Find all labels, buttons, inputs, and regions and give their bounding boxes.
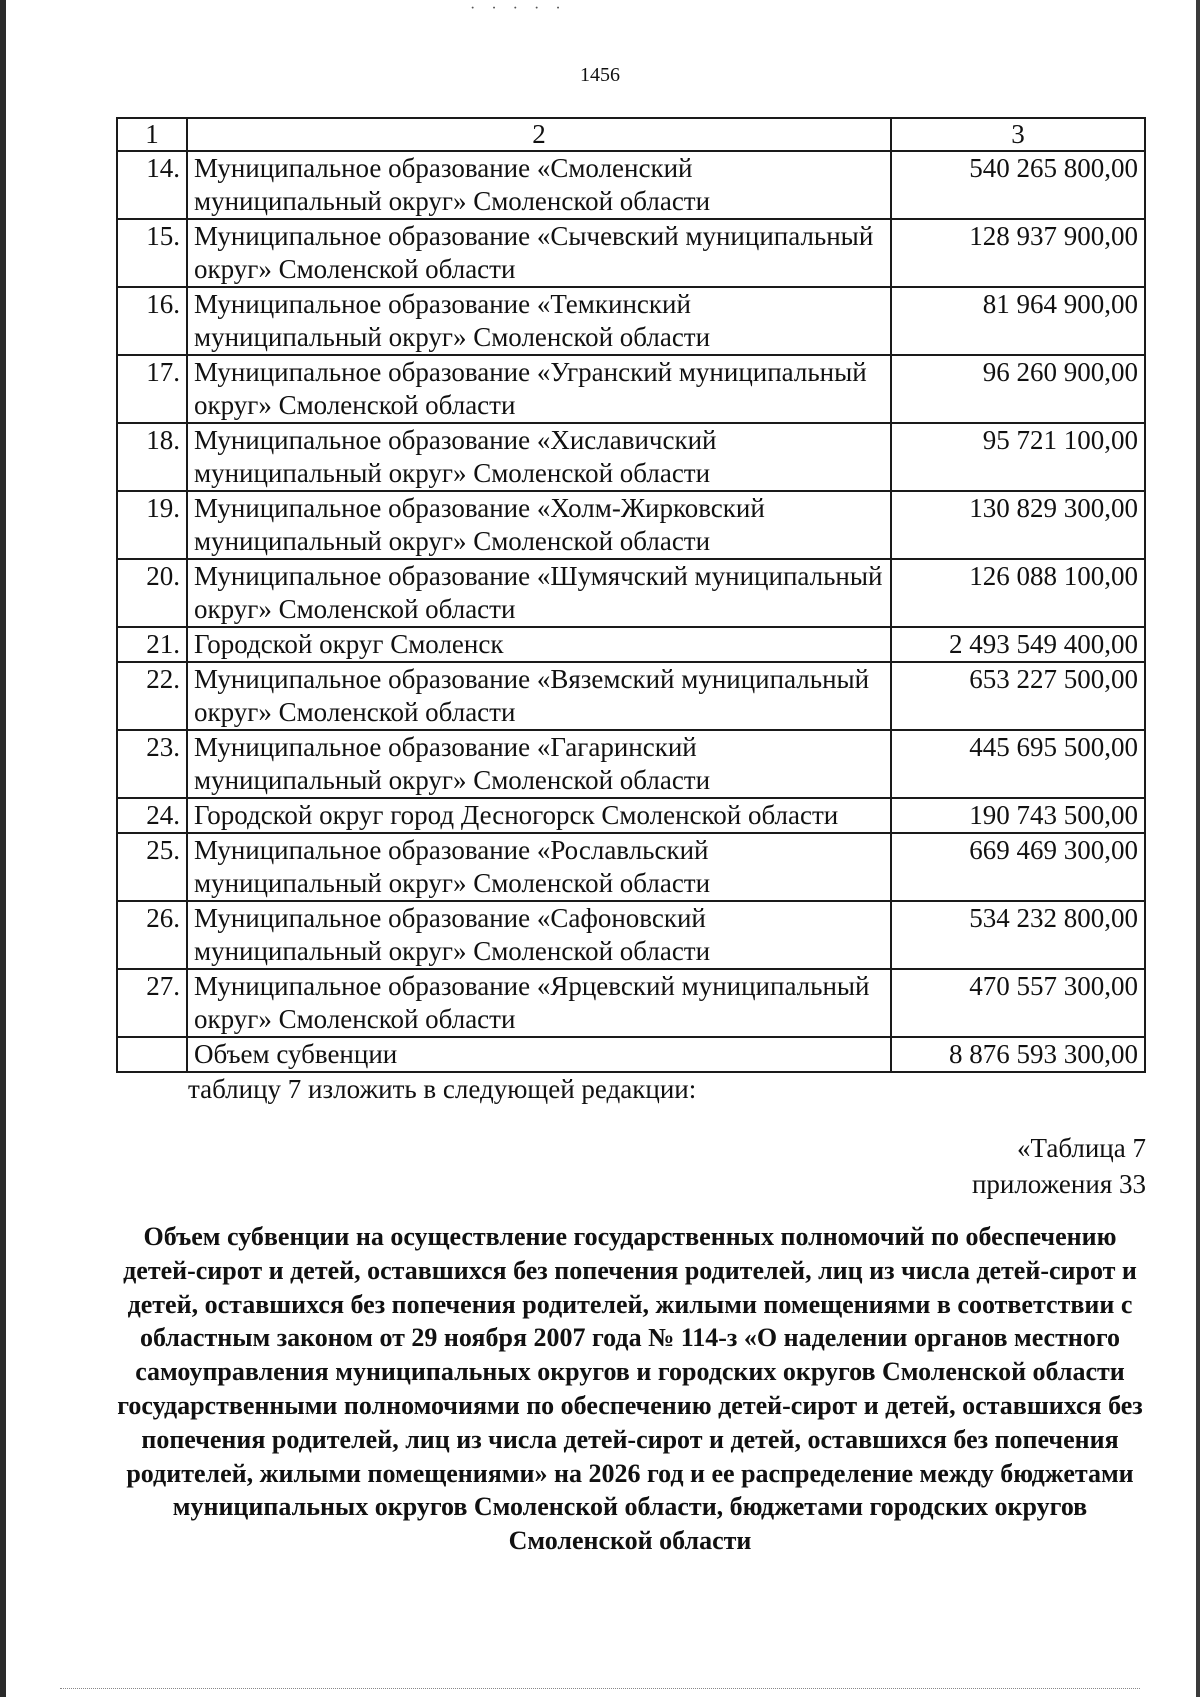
table-row [117, 833, 1145, 901]
row-amount: 669 469 300,00 [891, 833, 1145, 901]
row-number: 14. [117, 151, 187, 219]
table-reference [972, 1130, 1146, 1202]
row-number: 25. [117, 833, 187, 901]
table-row [117, 423, 1145, 491]
row-name: Муниципальное образование «Смоленский муниципальный округ» Смоленской области [187, 151, 891, 219]
table-row [117, 969, 1145, 1037]
scan-artifact-bottom [60, 1688, 1140, 1691]
row-name: Муниципальное образование «Гагаринский муниципальный округ» Смоленской области [187, 730, 891, 798]
row-number: 27. [117, 969, 187, 1037]
page-number: 1456 [580, 64, 620, 86]
row-amount: 190 743 500,00 [891, 798, 1145, 833]
scan-artifact: · · · · · [470, 0, 567, 17]
row-name: Муниципальное образование «Хиславичский муниципальный округ» Смоленской области [187, 423, 891, 491]
row-number: 17. [117, 355, 187, 423]
row-amount: 653 227 500,00 [891, 662, 1145, 730]
scan-edge-left [0, 0, 6, 1697]
table-row [117, 901, 1145, 969]
section-heading: Объем субвенции на осуществление государственных полномочий по обеспечению детей-сирот и детей, оставшихся без попечения родителей, лиц из числа детей-сирот и детей, оставшихся без попечения родителей, жилыми помещениями в соответствии с областным законом от 29 ноября 2007 года № 114-з «О наделении органов местного самоуправления муниципальных округов и городских округов Смоленской области государственными полномочиями по обеспечению детей-сирот и детей, оставшихся без попечения родителей, лиц из числа детей-сирот и детей, оставшихся без попечения родителей, жилыми помещениями» на 2026 год и ее распределение между бюджетами муниципальных округов Смоленской области, бюджетами городских округов Смоленской области [117, 1222, 1143, 1556]
row-amount: 96 260 900,00 [891, 355, 1145, 423]
row-amount: 2 493 549 400,00 [891, 627, 1145, 662]
row-name: Муниципальное образование «Холм-Жирковский муниципальный округ» Смоленской области [187, 491, 891, 559]
table-row [117, 219, 1145, 287]
row-name: Муниципальное образование «Темкинский муниципальный округ» Смоленской области [187, 287, 891, 355]
row-amount: 540 265 800,00 [891, 151, 1145, 219]
row-number [117, 1037, 187, 1072]
table-row [117, 798, 1145, 833]
row-amount: 81 964 900,00 [891, 287, 1145, 355]
table-row [117, 559, 1145, 627]
header-col-1: 1 [117, 118, 187, 151]
row-amount: 128 937 900,00 [891, 219, 1145, 287]
row-name: Муниципальное образование «Угранский муниципальный округ» Смоленской области [187, 355, 891, 423]
table-reference-line1: «Таблица 7 [1017, 1133, 1146, 1163]
header-col-2: 2 [187, 118, 891, 151]
row-name: Муниципальное образование «Сафоновский муниципальный округ» Смоленской области [187, 901, 891, 969]
table-row [117, 287, 1145, 355]
intro-text: таблицу 7 изложить в следующей редакции: [188, 1074, 697, 1104]
row-name: Муниципальное образование «Сычевский муниципальный округ» Смоленской области [187, 219, 891, 287]
subvention-table [116, 117, 1146, 1073]
table-row [117, 730, 1145, 798]
row-amount: 8 876 593 300,00 [891, 1037, 1145, 1072]
row-name: Муниципальное образование «Ярцевский муниципальный округ» Смоленской области [187, 969, 891, 1037]
row-number: 16. [117, 287, 187, 355]
row-amount: 470 557 300,00 [891, 969, 1145, 1037]
header-col-3: 3 [891, 118, 1145, 151]
row-number: 21. [117, 627, 187, 662]
table-reference-line2: приложения 33 [971, 1169, 1146, 1199]
row-name: Муниципальное образование «Шумячский муниципальный округ» Смоленской области [187, 559, 891, 627]
row-name: Объем субвенции [187, 1037, 891, 1072]
row-number: 15. [117, 219, 187, 287]
row-name: Городской округ Смоленск [187, 627, 891, 662]
table-header-row [117, 118, 1145, 151]
table-total-row [117, 1037, 1145, 1072]
scan-edge-right [1196, 0, 1200, 1697]
row-amount: 130 829 300,00 [891, 491, 1145, 559]
row-amount: 445 695 500,00 [891, 730, 1145, 798]
row-number: 26. [117, 901, 187, 969]
row-amount: 126 088 100,00 [891, 559, 1145, 627]
row-name: Муниципальное образование «Вяземский муниципальный округ» Смоленской области [187, 662, 891, 730]
row-number: 18. [117, 423, 187, 491]
table-row [117, 662, 1145, 730]
row-amount: 534 232 800,00 [891, 901, 1145, 969]
row-number: 22. [117, 662, 187, 730]
row-name: Городской округ город Десногорск Смоленской области [187, 798, 891, 833]
table-row [117, 355, 1145, 423]
table-row [117, 627, 1145, 662]
table-row [117, 491, 1145, 559]
row-number: 24. [117, 798, 187, 833]
row-name: Муниципальное образование «Рославльский муниципальный округ» Смоленской области [187, 833, 891, 901]
table-row [117, 151, 1145, 219]
row-amount: 95 721 100,00 [891, 423, 1145, 491]
row-number: 19. [117, 491, 187, 559]
row-number: 20. [117, 559, 187, 627]
row-number: 23. [117, 730, 187, 798]
